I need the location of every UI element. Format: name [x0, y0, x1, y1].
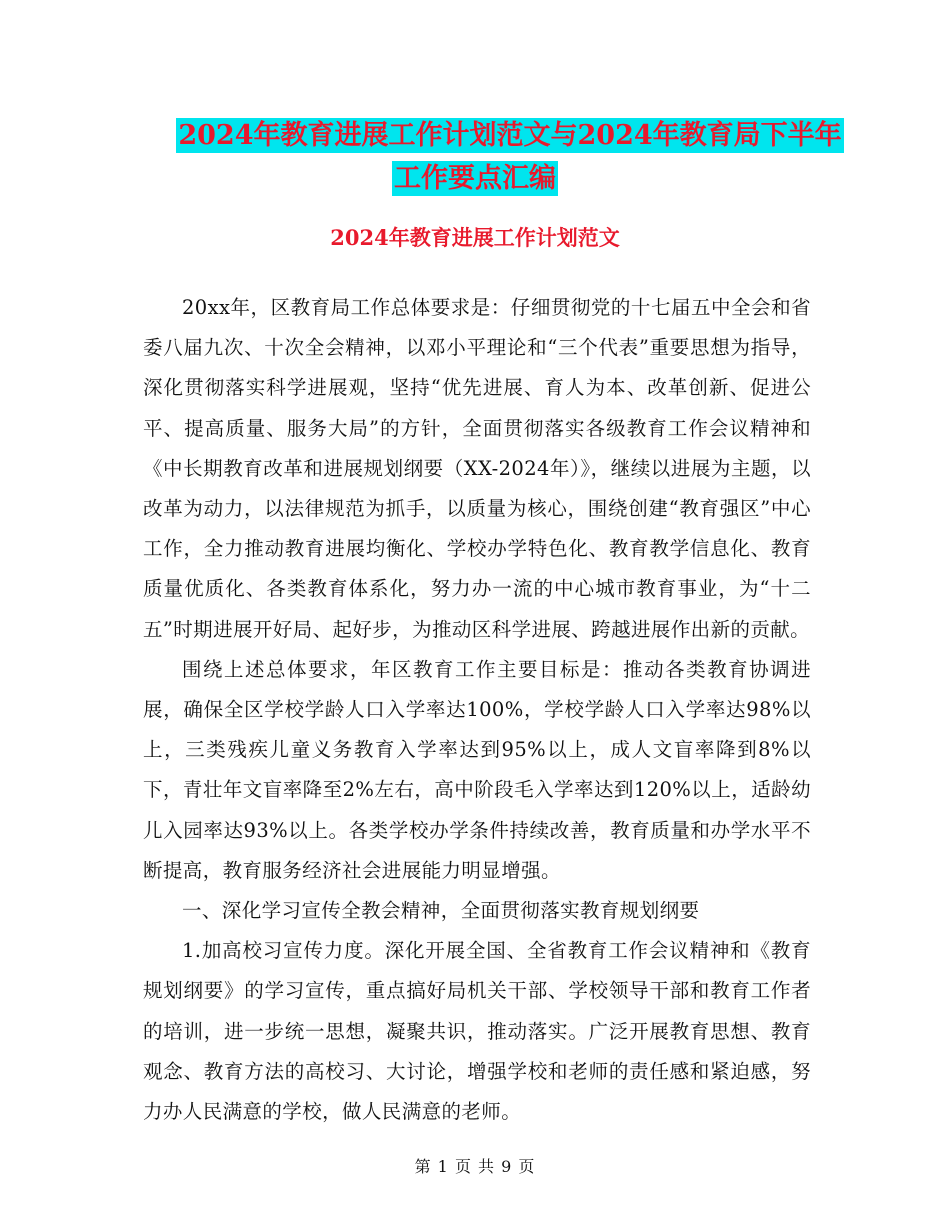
document-title-line-1 — [35, 113, 950, 152]
title-line-2-text: 工作要点汇编 — [394, 163, 556, 194]
page-footer: 第 1 页 共 9 页 — [414, 1157, 536, 1176]
paragraph-3: 一、深化学习宣传全教会精神，全面贯彻落实教育规划纲要 — [182, 899, 700, 923]
document-body — [143, 288, 811, 1132]
title-line-1-text: 2024年教育进展工作计划范文与2024年教育局下半年 — [178, 120, 842, 151]
paragraph-1: 20xx年，区教育局工作总体要求是：仔细贯彻党的十七届五中全会和省委八届九次、十次全会精神，以邓小平理论和“三个代表”重要思想为指导，深化贯彻落实科学进展观，坚持“优先进展、育人为本、改革创新、促进公平、提高质量、服务大局”的方针，全面贯彻落实各级教育工作会议精神和《中长期教育改革和进展规划纲要（XX-2024年）》，继续以进展为主题，以改革为动力，以法律规范为抓手，以质量为核心，围绕创建“教育强区”中心工作，全力推动教育进展均衡化、学校办学特色化、教育教学信息化、教育质量优质化、各类教育体系化，努力办一流的中心城市教育事业，为“十二五”时期进展开好局、起好步，为推动区科学进展、跨越进展作出新的贡献。 — [143, 296, 811, 641]
section-heading: 2024年教育进展工作计划范文 — [330, 225, 620, 250]
document-title-line-2 — [0, 156, 950, 195]
paragraph-2: 围绕上述总体要求，年区教育工作主要目标是：推动各类教育协调进展，确保全区学校学龄人口入学率达100%，学校学龄人口入学率达98%以上，三类残疾儿童义务教育入学率达到95%以上，成人文盲率降到8%以下，青壮年文盲率降至2%左右，高中阶段毛入学率达到120%以上，适龄幼儿入园率达93%以上。各类学校办学条件持续改善，教育质量和办学水平不断提高，教育服务经济社会进展能力明显增强。 — [143, 657, 811, 882]
paragraph-4: 1.加高校习宣传力度。深化开展全国、全省教育工作会议精神和《教育规划纲要》的学习宣传，重点搞好局机关干部、学校领导干部和教育工作者的培训，进一步统一思想，凝聚共识，推动落实。广泛开展教育思想、教育观念、教育方法的高校习、大讨论，增强学校和老师的责任感和紧迫感，努力办人民满意的学校，做人民满意的老师。 — [143, 939, 811, 1124]
